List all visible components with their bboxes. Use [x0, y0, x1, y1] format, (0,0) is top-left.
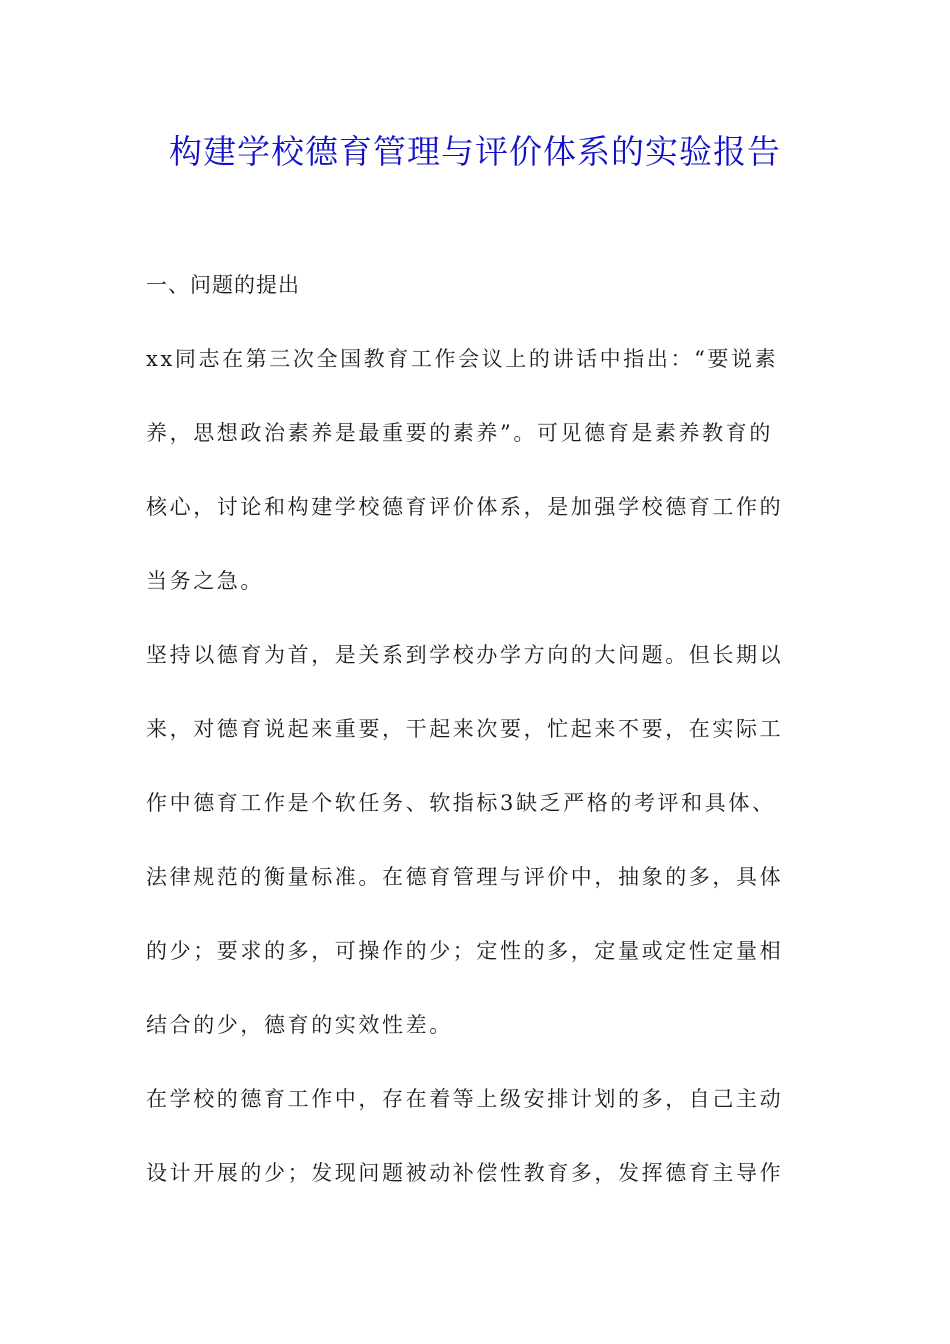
paragraph-line: 来，对德育说起来重要，干起来次要，忙起来不要，在实际工: [146, 717, 784, 741]
paragraph-line: 法律规范的衡量标准。在德育管理与评价中，抽象的多，具体: [146, 865, 784, 889]
paragraph-line: 的少；要求的多，可操作的少；定性的多，定量或定性定量相: [146, 939, 784, 963]
paragraph-line: xx同志在第三次全国教育工作会议上的讲话中指出：“要说素: [146, 347, 779, 371]
paragraph-line: 核心，讨论和构建学校德育评价体系，是加强学校德育工作的: [146, 495, 784, 519]
document-title: 构建学校德育管理与评价体系的实验报告: [169, 132, 781, 171]
document-body: [146, 262, 806, 1224]
paragraph-line: 设计开展的少；发现问题被动补偿性教育多，发挥德育主导作: [146, 1161, 784, 1185]
section-heading: 一、问题的提出: [146, 273, 300, 297]
paragraph-line: 坚持以德育为首，是关系到学校办学方向的大问题。但长期以: [146, 643, 784, 667]
paragraph-line: 养，思想政治素养是最重要的素养”。可见德育是素养教育的: [146, 421, 773, 445]
paragraph-line: 当务之急。: [146, 569, 264, 593]
paragraph-line: 作中德育工作是个软任务、软指标3缺乏严格的考评和具体、: [146, 791, 776, 815]
paragraph-line: 在学校的德育工作中，存在着等上级安排计划的多，自己主动: [146, 1087, 784, 1111]
paragraph-line: 结合的少，德育的实效性差。: [146, 1013, 453, 1037]
